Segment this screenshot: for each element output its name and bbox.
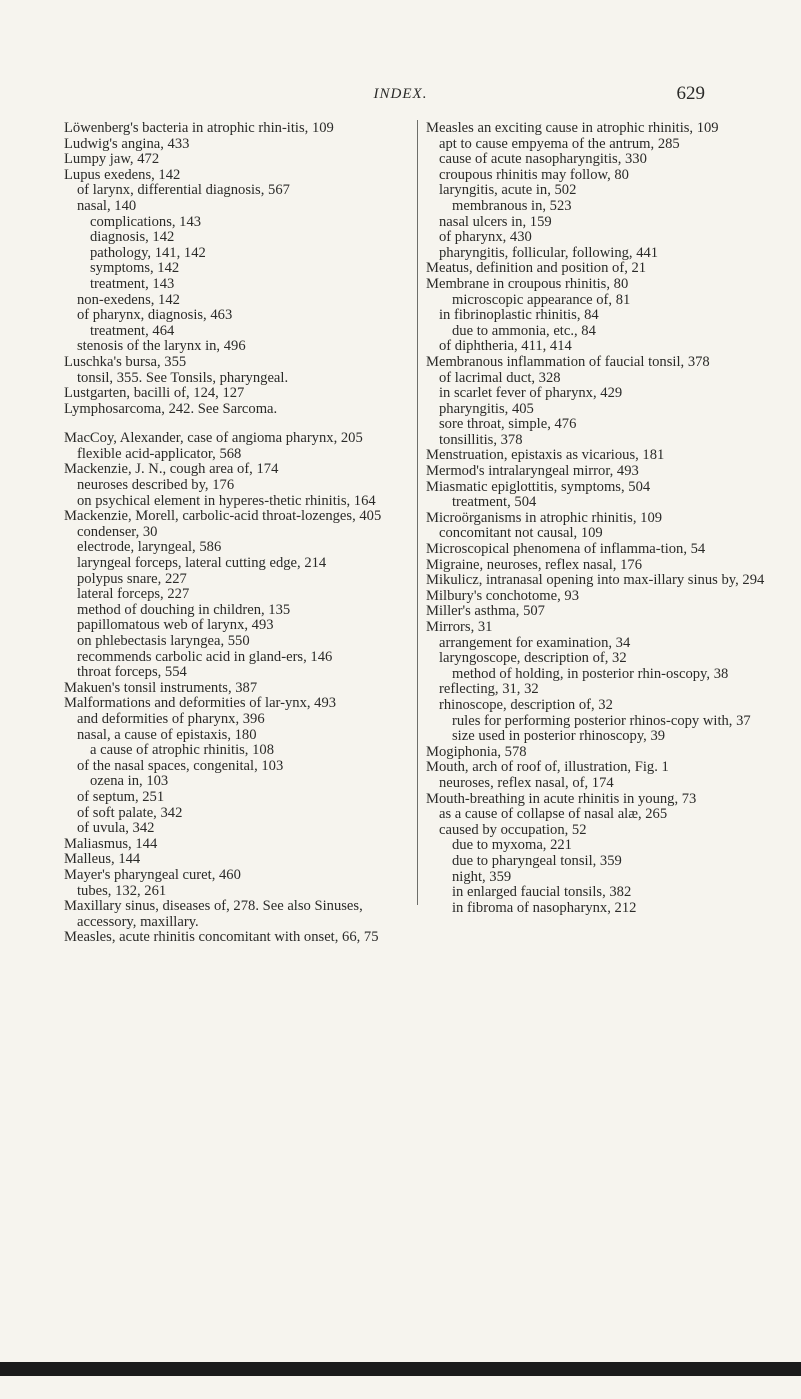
index-entry: Migraine, neuroses, reflex nasal, 176	[426, 556, 642, 573]
index-entry: Malformations and deformities of lar-ynx, 493	[64, 695, 337, 712]
index-entry: in enlarged faucial tonsils, 382	[452, 884, 632, 901]
index-entry: Löwenberg's bacteria in atrophic rhin-itis, 109	[64, 120, 334, 136]
column-divider	[417, 120, 418, 905]
index-entry: of lacrimal duct, 328	[439, 369, 561, 386]
index-entry: lateral forceps, 227	[77, 586, 190, 603]
index-entry: MacCoy, Alexander, case of angioma pharynx, 205	[64, 430, 363, 447]
index-entry: pharyngitis, 405	[439, 400, 534, 417]
index-entry: Microörganisms in atrophic rhinitis, 109	[426, 509, 663, 526]
index-entry: in fibroma of nasopharynx, 212	[452, 899, 637, 916]
index-entry: of larynx, differential diagnosis, 567	[77, 182, 290, 199]
index-entry: Meatus, definition and position of, 21	[426, 260, 647, 277]
index-entry: arrangement for examination, 34	[439, 634, 631, 651]
index-entry: laryngeal forceps, lateral cutting edge, 214	[77, 555, 327, 572]
index-entry: stenosis of the larynx in, 496	[77, 338, 246, 355]
index-entry: nasal ulcers in, 159	[439, 213, 552, 230]
right-index-column	[426, 121, 772, 916]
index-entry: Measles, acute rhinitis concomitant with onset, 66, 75	[64, 929, 379, 946]
index-entry: and deformities of pharynx, 396	[77, 710, 265, 727]
index-entry: Measles an exciting cause in atrophic rhinitis, 109	[426, 120, 719, 136]
index-entry: size used in posterior rhinoscopy, 39	[452, 728, 666, 745]
index-entry: Lustgarten, bacilli of, 124, 127	[64, 385, 245, 402]
index-entry: recommends carbolic acid in gland-ers, 146	[77, 648, 333, 665]
index-entry: electrode, laryngeal, 586	[77, 539, 222, 556]
index-entry: night, 359	[452, 868, 512, 885]
index-entry: laryngoscope, description of, 32	[439, 650, 627, 667]
index-entry: Ludwig's angina, 433	[64, 135, 190, 152]
index-entry: Lumpy jaw, 472	[64, 151, 160, 168]
index-entry: Mayer's pharyngeal curet, 460	[64, 866, 241, 883]
index-entry: Milbury's conchotome, 93	[426, 587, 580, 604]
index-entry: cause of acute nasopharyngitis, 330	[439, 151, 647, 168]
index-entry: Malleus, 144	[64, 851, 141, 868]
index-entry: nasal, a cause of epistaxis, 180	[77, 726, 257, 743]
index-entry: on psychical element in hyperes-thetic rhinitis, 164	[77, 492, 376, 509]
index-entry: non-exedens, 142	[77, 291, 180, 308]
index-entry: tonsillitis, 378	[439, 431, 523, 448]
index-entry: Mogiphonia, 578	[426, 743, 527, 760]
index-entry: of pharynx, 430	[439, 229, 532, 246]
index-entry: Lymphosarcoma, 242. See Sarcoma.	[64, 400, 278, 417]
index-entry: Membrane in croupous rhinitis, 80	[426, 275, 629, 292]
index-entry: Lupus exedens, 142	[64, 166, 181, 183]
index-entry: concomitant not causal, 109	[439, 525, 603, 542]
index-entry: croupous rhinitis may follow, 80	[439, 166, 629, 183]
index-entry: sore throat, simple, 476	[439, 416, 577, 433]
index-entry: polypus snare, 227	[77, 570, 187, 587]
index-entry: Maxillary sinus, diseases of, 278. See also Sinuses, accessory, maxillary.	[64, 898, 363, 930]
index-entry: due to ammonia, etc., 84	[452, 322, 596, 339]
index-entry: Makuen's tonsil instruments, 387	[64, 679, 258, 696]
index-entry: as a cause of collapse of nasal alæ, 265	[439, 806, 668, 823]
index-entry: Mikulicz, intranasal opening into max-illary sinus by, 294	[426, 572, 765, 589]
index-entry: treatment, 464	[90, 322, 175, 339]
index-entry: method of douching in children, 135	[77, 601, 291, 618]
index-entry: Miller's asthma, 507	[426, 603, 545, 620]
index-entry: nasal, 140	[77, 197, 137, 214]
index-entry: rhinoscope, description of, 32	[439, 696, 613, 713]
page-bottom-edge	[0, 1362, 801, 1376]
index-entry: Mackenzie, Morell, carbolic-acid throat-lozenges, 405	[64, 508, 382, 525]
index-entry: condenser, 30	[77, 523, 158, 540]
index-entry: Luschka's bursa, 355	[64, 353, 187, 370]
index-entry: due to myxoma, 221	[452, 837, 572, 854]
index-entry: Mirrors, 31	[426, 619, 493, 635]
index-entry: flexible acid-applicator, 568	[77, 445, 242, 462]
index-entry: membranous in, 523	[452, 197, 572, 214]
index-entry: of the nasal spaces, congenital, 103	[77, 757, 284, 774]
index-entry: a cause of atrophic rhinitis, 108	[90, 742, 274, 759]
index-entry: ozena in, 103	[90, 773, 169, 790]
running-head: INDEX.	[373, 86, 428, 102]
left-index-column	[64, 121, 410, 946]
index-entry: due to pharyngeal tonsil, 359	[452, 852, 622, 869]
index-entry: symptoms, 142	[90, 260, 180, 277]
index-entry: treatment, 143	[90, 275, 175, 292]
index-entry: Mouth, arch of roof of, illustration, Fig. 1	[426, 759, 669, 776]
index-entry: on phlebectasis laryngea, 550	[77, 633, 250, 649]
index-entry: neuroses, reflex nasal, of, 174	[439, 774, 614, 791]
index-entry: Mackenzie, J. N., cough area of, 174	[64, 461, 279, 478]
index-entry: microscopic appearance of, 81	[452, 291, 631, 308]
index-entry: Mermod's intralaryngeal mirror, 493	[426, 463, 639, 480]
index-entry: caused by occupation, 52	[439, 821, 587, 838]
index-entry: Maliasmus, 144	[64, 835, 158, 852]
index-entry: papillomatous web of larynx, 493	[77, 617, 274, 634]
index-entry: complications, 143	[90, 213, 202, 230]
index-entry: Mouth-breathing in acute rhinitis in young, 73	[426, 790, 697, 807]
index-entry: pathology, 141, 142	[90, 244, 206, 261]
index-entry: of pharynx, diagnosis, 463	[77, 307, 233, 324]
index-entry: in fibrinoplastic rhinitis, 84	[439, 307, 599, 324]
page-number: 629	[676, 83, 705, 104]
index-entry: diagnosis, 142	[90, 229, 175, 246]
index-entry: treatment, 504	[452, 494, 537, 511]
index-entry: rules for performing posterior rhinos-copy with, 37	[452, 712, 751, 729]
index-entry: laryngitis, acute in, 502	[439, 182, 577, 199]
index-entry: in scarlet fever of pharynx, 429	[439, 385, 623, 402]
index-entry: throat forceps, 554	[77, 664, 187, 681]
index-entry: of diphtheria, 411, 414	[439, 338, 572, 355]
index-entry: Miasmatic epiglottitis, symptoms, 504	[426, 478, 651, 495]
index-entry: apt to cause empyema of the antrum, 285	[439, 135, 680, 152]
index-entry: method of holding, in posterior rhin-oscopy, 38	[452, 665, 729, 682]
index-entry: pharyngitis, follicular, following, 441	[439, 244, 659, 261]
index-entry: of septum, 251	[77, 788, 165, 805]
index-entry: of soft palate, 342	[77, 804, 183, 821]
index-entry: reflecting, 31, 32	[439, 681, 539, 698]
index-entry: Membranous inflammation of faucial tonsil, 378	[426, 353, 710, 370]
index-entry: of uvula, 342	[77, 820, 155, 837]
index-entry: Microscopical phenomena of inflamma-tion, 54	[426, 541, 706, 558]
index-entry: tonsil, 355. See Tonsils, pharyngeal.	[77, 369, 289, 386]
index-entry: Menstruation, epistaxis as vicarious, 181	[426, 447, 665, 464]
index-entry: neuroses described by, 176	[77, 477, 235, 494]
index-entry: tubes, 132, 261	[77, 882, 167, 899]
